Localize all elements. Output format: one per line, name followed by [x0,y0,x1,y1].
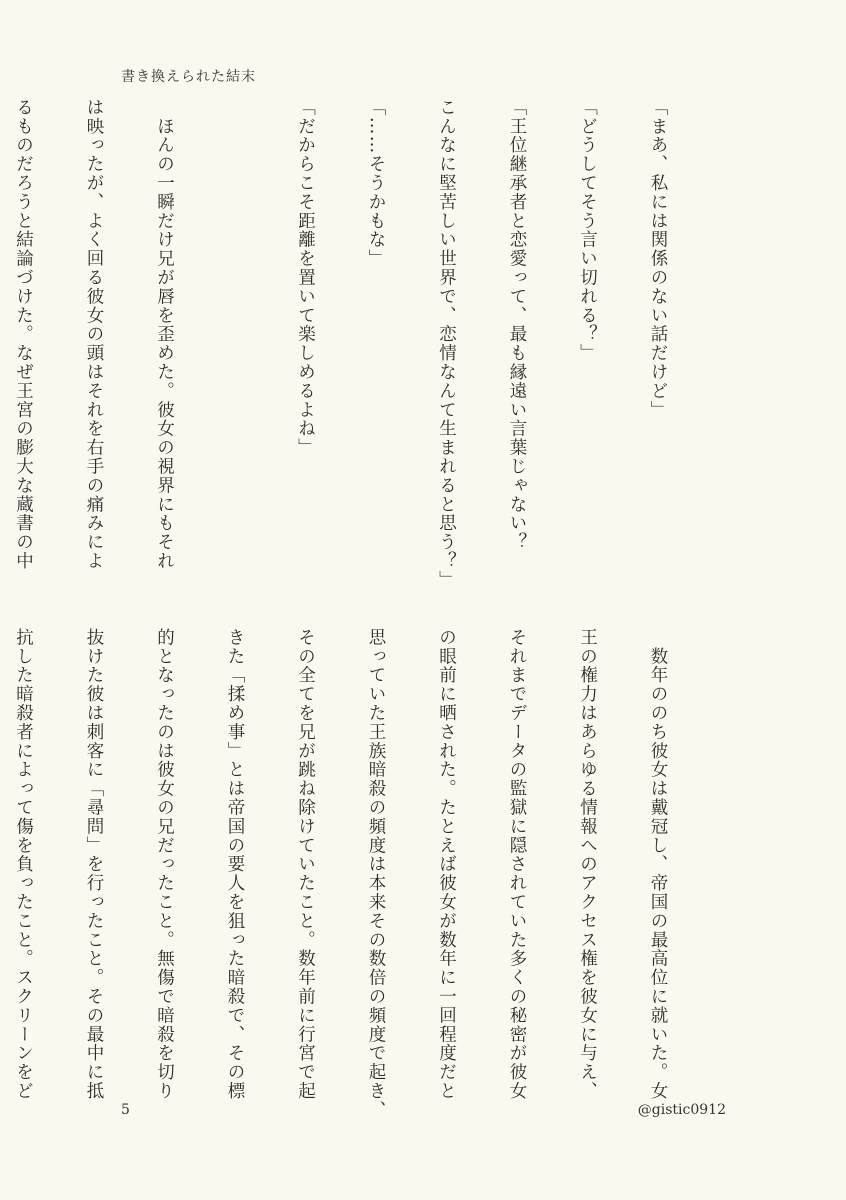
text-line: は映ったが、よく回る彼女の頭はそれを右手の痛みによ [84,98,104,571]
text-line: 思っていた王族暗殺の頻度は本来その数倍の頻度で起き、 [366,628,386,1120]
text-line: 「だからこそ距離を置いて楽しめるよね」 [295,98,316,458]
text-line: 抗した暗殺者によって傷を負ったこと。スクリーンをど [13,628,34,1101]
blank-line [223,98,247,578]
text-line: 数年ののち彼女は戴冠し、帝国の最高位に就いた。女 [648,628,668,1101]
page-number: 5 [121,1102,130,1118]
text-line: 「どうしてそう言い切れる？」 [577,98,598,363]
text-line: るものだろうと結論づけた。なぜ王宮の膨大な蔵書の中 [13,98,34,571]
text-line: 王の権力はあらゆる情報へのアクセス権を彼女に与え、 [577,628,598,1101]
text-line: こんなに堅苦しい世界で、恋情なんて生まれると思う？」 [436,98,457,590]
author-handle: @gistic0912 [637,1102,726,1118]
text-line: ほんの一瞬だけ兄が唇を歪めた。彼女の視界にもそれ [154,98,175,571]
text-line: それまでデータの監獄に隠されていた多くの秘密が彼女 [507,628,527,1101]
text-line: きた「揉め事」とは帝国の要人を狙った暗殺で、その標 [225,628,245,1101]
text-line: その全てを兄が跳ね除けていたこと。数年前に行宮で起 [295,628,316,1101]
text-line: の眼前に晒された。たとえば彼女が数年に一回程度だと [436,628,457,1101]
text-line: 「まあ、私には関係のない話だけど」 [648,98,668,420]
text-line: 的となったのは彼女の兄だったこと。無傷で暗殺を切り [154,628,175,1101]
upper-text-block [0,98,716,590]
text-line: 「……そうかもな」 [366,98,386,269]
running-header-title: 書き換えられた結末 [121,69,256,85]
text-line: 「王位継承者と恋愛って、最も縁遠い言葉じゃない？ [507,98,527,552]
text-line: 抜けた彼は刺客に「尋問」を行ったこと。その最中に抵 [84,628,104,1101]
